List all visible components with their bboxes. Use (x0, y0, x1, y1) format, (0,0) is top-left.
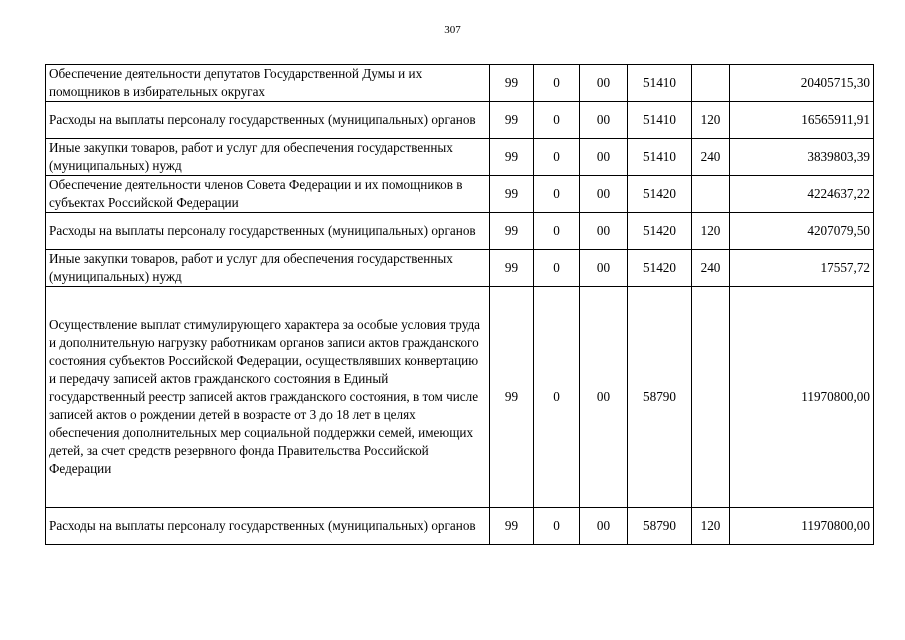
expense-name: Иные закупки товаров, работ и услуг для обеспечения государственных (муниципальных) нужд (46, 250, 490, 287)
code-section: 0 (534, 508, 580, 545)
amount: 11970800,00 (730, 287, 874, 508)
code-target: 51410 (628, 139, 692, 176)
amount: 20405715,30 (730, 65, 874, 102)
expense-name: Расходы на выплаты персоналу государственных (муниципальных) органов (46, 102, 490, 139)
page-number: 307 (444, 24, 461, 36)
code-ministry: 99 (490, 287, 534, 508)
expense-name: Обеспечение деятельности членов Совета Федерации и их помощников в субъектах Российской Федерации (46, 176, 490, 213)
code-subsection: 00 (580, 250, 628, 287)
code-expense-type: 120 (692, 213, 730, 250)
code-section: 0 (534, 213, 580, 250)
code-subsection: 00 (580, 65, 628, 102)
code-section: 0 (534, 102, 580, 139)
code-subsection: 00 (580, 287, 628, 508)
code-expense-type: 240 (692, 250, 730, 287)
table-row (46, 287, 874, 508)
amount: 16565911,91 (730, 102, 874, 139)
budget-table (45, 64, 874, 545)
code-expense-type: 120 (692, 508, 730, 545)
code-section: 0 (534, 139, 580, 176)
code-target: 51410 (628, 102, 692, 139)
code-target: 51420 (628, 213, 692, 250)
table-row (46, 139, 874, 176)
code-section: 0 (534, 65, 580, 102)
code-ministry: 99 (490, 176, 534, 213)
table-row (46, 508, 874, 545)
code-ministry: 99 (490, 139, 534, 176)
code-subsection: 00 (580, 102, 628, 139)
code-section: 0 (534, 250, 580, 287)
code-target: 58790 (628, 508, 692, 545)
code-expense-type (692, 287, 730, 508)
code-expense-type: 240 (692, 139, 730, 176)
code-ministry: 99 (490, 508, 534, 545)
code-subsection: 00 (580, 508, 628, 545)
code-target: 58790 (628, 287, 692, 508)
table-row (46, 213, 874, 250)
expense-name: Расходы на выплаты персоналу государственных (муниципальных) органов (46, 213, 490, 250)
code-expense-type (692, 176, 730, 213)
table-row (46, 102, 874, 139)
expense-name: Осуществление выплат стимулирующего характера за особые условия труда и дополнительную нагрузку работникам органов записи актов гражданского состояния субъектов Российской Федерации, осуществлявших конвертацию и передачу записей актов гражданского состояния в Единый государственный реестр записей актов гражданского состояния, в том числе записей актов о рождении детей в возрасте от 3 до 18 лет в целях обеспечения дополнительных мер социальной поддержки семей, имеющих детей, за счет средств резервного фонда Правительства Российской Федерации (46, 287, 490, 508)
code-subsection: 00 (580, 139, 628, 176)
code-expense-type (692, 65, 730, 102)
expense-name: Иные закупки товаров, работ и услуг для обеспечения государственных (муниципальных) нужд (46, 139, 490, 176)
amount: 4207079,50 (730, 213, 874, 250)
code-ministry: 99 (490, 102, 534, 139)
expense-name: Расходы на выплаты персоналу государственных (муниципальных) органов (46, 508, 490, 545)
amount: 17557,72 (730, 250, 874, 287)
table-row (46, 250, 874, 287)
amount: 11970800,00 (730, 508, 874, 545)
code-target: 51410 (628, 65, 692, 102)
code-section: 0 (534, 287, 580, 508)
amount: 4224637,22 (730, 176, 874, 213)
code-section: 0 (534, 176, 580, 213)
amount: 3839803,39 (730, 139, 874, 176)
code-subsection: 00 (580, 213, 628, 250)
code-ministry: 99 (490, 65, 534, 102)
expense-name: Обеспечение деятельности депутатов Государственной Думы и их помощников в избирательных округах (46, 65, 490, 102)
table-row (46, 176, 874, 213)
code-ministry: 99 (490, 213, 534, 250)
code-target: 51420 (628, 176, 692, 213)
code-expense-type: 120 (692, 102, 730, 139)
code-ministry: 99 (490, 250, 534, 287)
table-row (46, 65, 874, 102)
code-subsection: 00 (580, 176, 628, 213)
code-target: 51420 (628, 250, 692, 287)
